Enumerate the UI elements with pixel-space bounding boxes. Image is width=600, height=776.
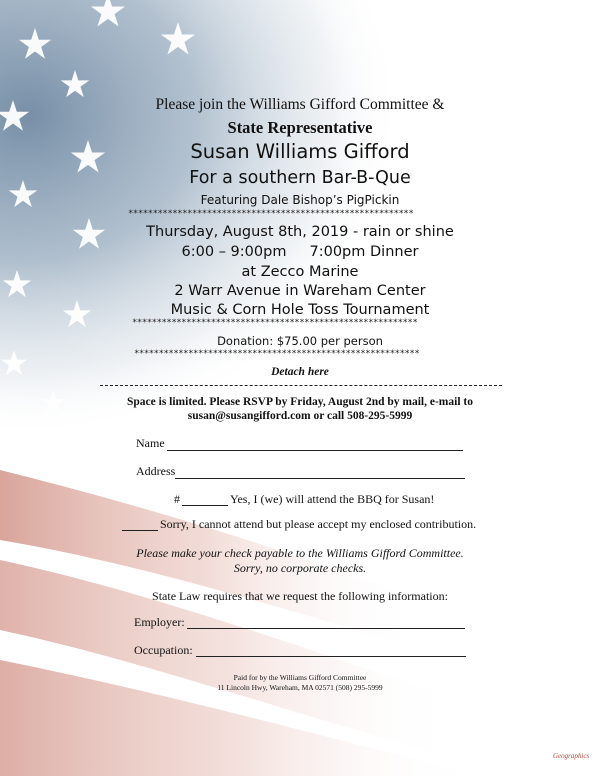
detach-dashed-line: [100, 385, 502, 386]
printer-logo: Geographics: [553, 752, 590, 760]
name-label: Name: [136, 436, 165, 450]
attendee-count-field[interactable]: [182, 505, 228, 506]
event-title: For a southern Bar-B-Que: [189, 168, 411, 188]
occupation-field[interactable]: [196, 656, 466, 657]
candidate-name: Susan Williams Gifford: [190, 140, 410, 163]
title-state-representative: State Representative: [227, 118, 373, 137]
event-featuring: Featuring Dale Bishop’s PigPickin: [200, 193, 400, 207]
address-label: Address: [136, 464, 176, 478]
event-date: Thursday, August 8th, 2019 - rain or shine: [146, 224, 454, 240]
employer-field[interactable]: [187, 628, 465, 629]
check-payable-note: Please make your check payable to the Williams Gifford Committee.: [136, 546, 464, 560]
attendee-count-prefix: #: [174, 492, 180, 506]
no-corporate-checks-note: Sorry, no corporate checks.: [233, 561, 367, 575]
state-law-note: State Law requires that we request the following information:: [152, 589, 448, 603]
star-divider: **********************************************************: [128, 209, 414, 219]
detach-label: Detach here: [271, 366, 329, 378]
donation-amount: Donation: $75.00 per person: [217, 334, 383, 348]
paid-for-by: Paid for by the Williams Gifford Committee: [233, 673, 367, 682]
sorry-text: Sorry, I cannot attend but please accept my enclosed contribution.: [160, 517, 477, 531]
rsvp-text: Space is limited. Please RSVP by Friday, August 2nd by mail, e-mail to: [127, 396, 473, 408]
event-activities: Music & Corn Hole Toss Tournament: [170, 302, 430, 318]
event-venue: at Zecco Marine: [241, 264, 359, 280]
event-address: 2 Warr Avenue in Wareham Center: [174, 283, 426, 299]
rsvp-contact: susan@susangifford.com or call 508-295-5999: [187, 410, 413, 422]
name-field[interactable]: [167, 450, 463, 451]
invite-line: Please join the Williams Gifford Committee &: [155, 96, 445, 113]
occupation-label: Occupation:: [134, 643, 193, 657]
star-divider: **********************************************************: [132, 318, 418, 328]
address-field[interactable]: [175, 478, 465, 479]
committee-address: 11 Lincoln Hwy, Wareham, MA 02571 (508) 295-5999: [217, 683, 383, 692]
attend-text: Yes, I (we) will attend the BBQ for Susan!: [230, 492, 435, 506]
employer-label: Employer:: [134, 615, 185, 629]
star-divider: **********************************************************: [134, 349, 420, 359]
sorry-check-field[interactable]: [122, 530, 158, 531]
event-time: 6:00 – 9:00pm 7:00pm Dinner: [181, 244, 419, 260]
